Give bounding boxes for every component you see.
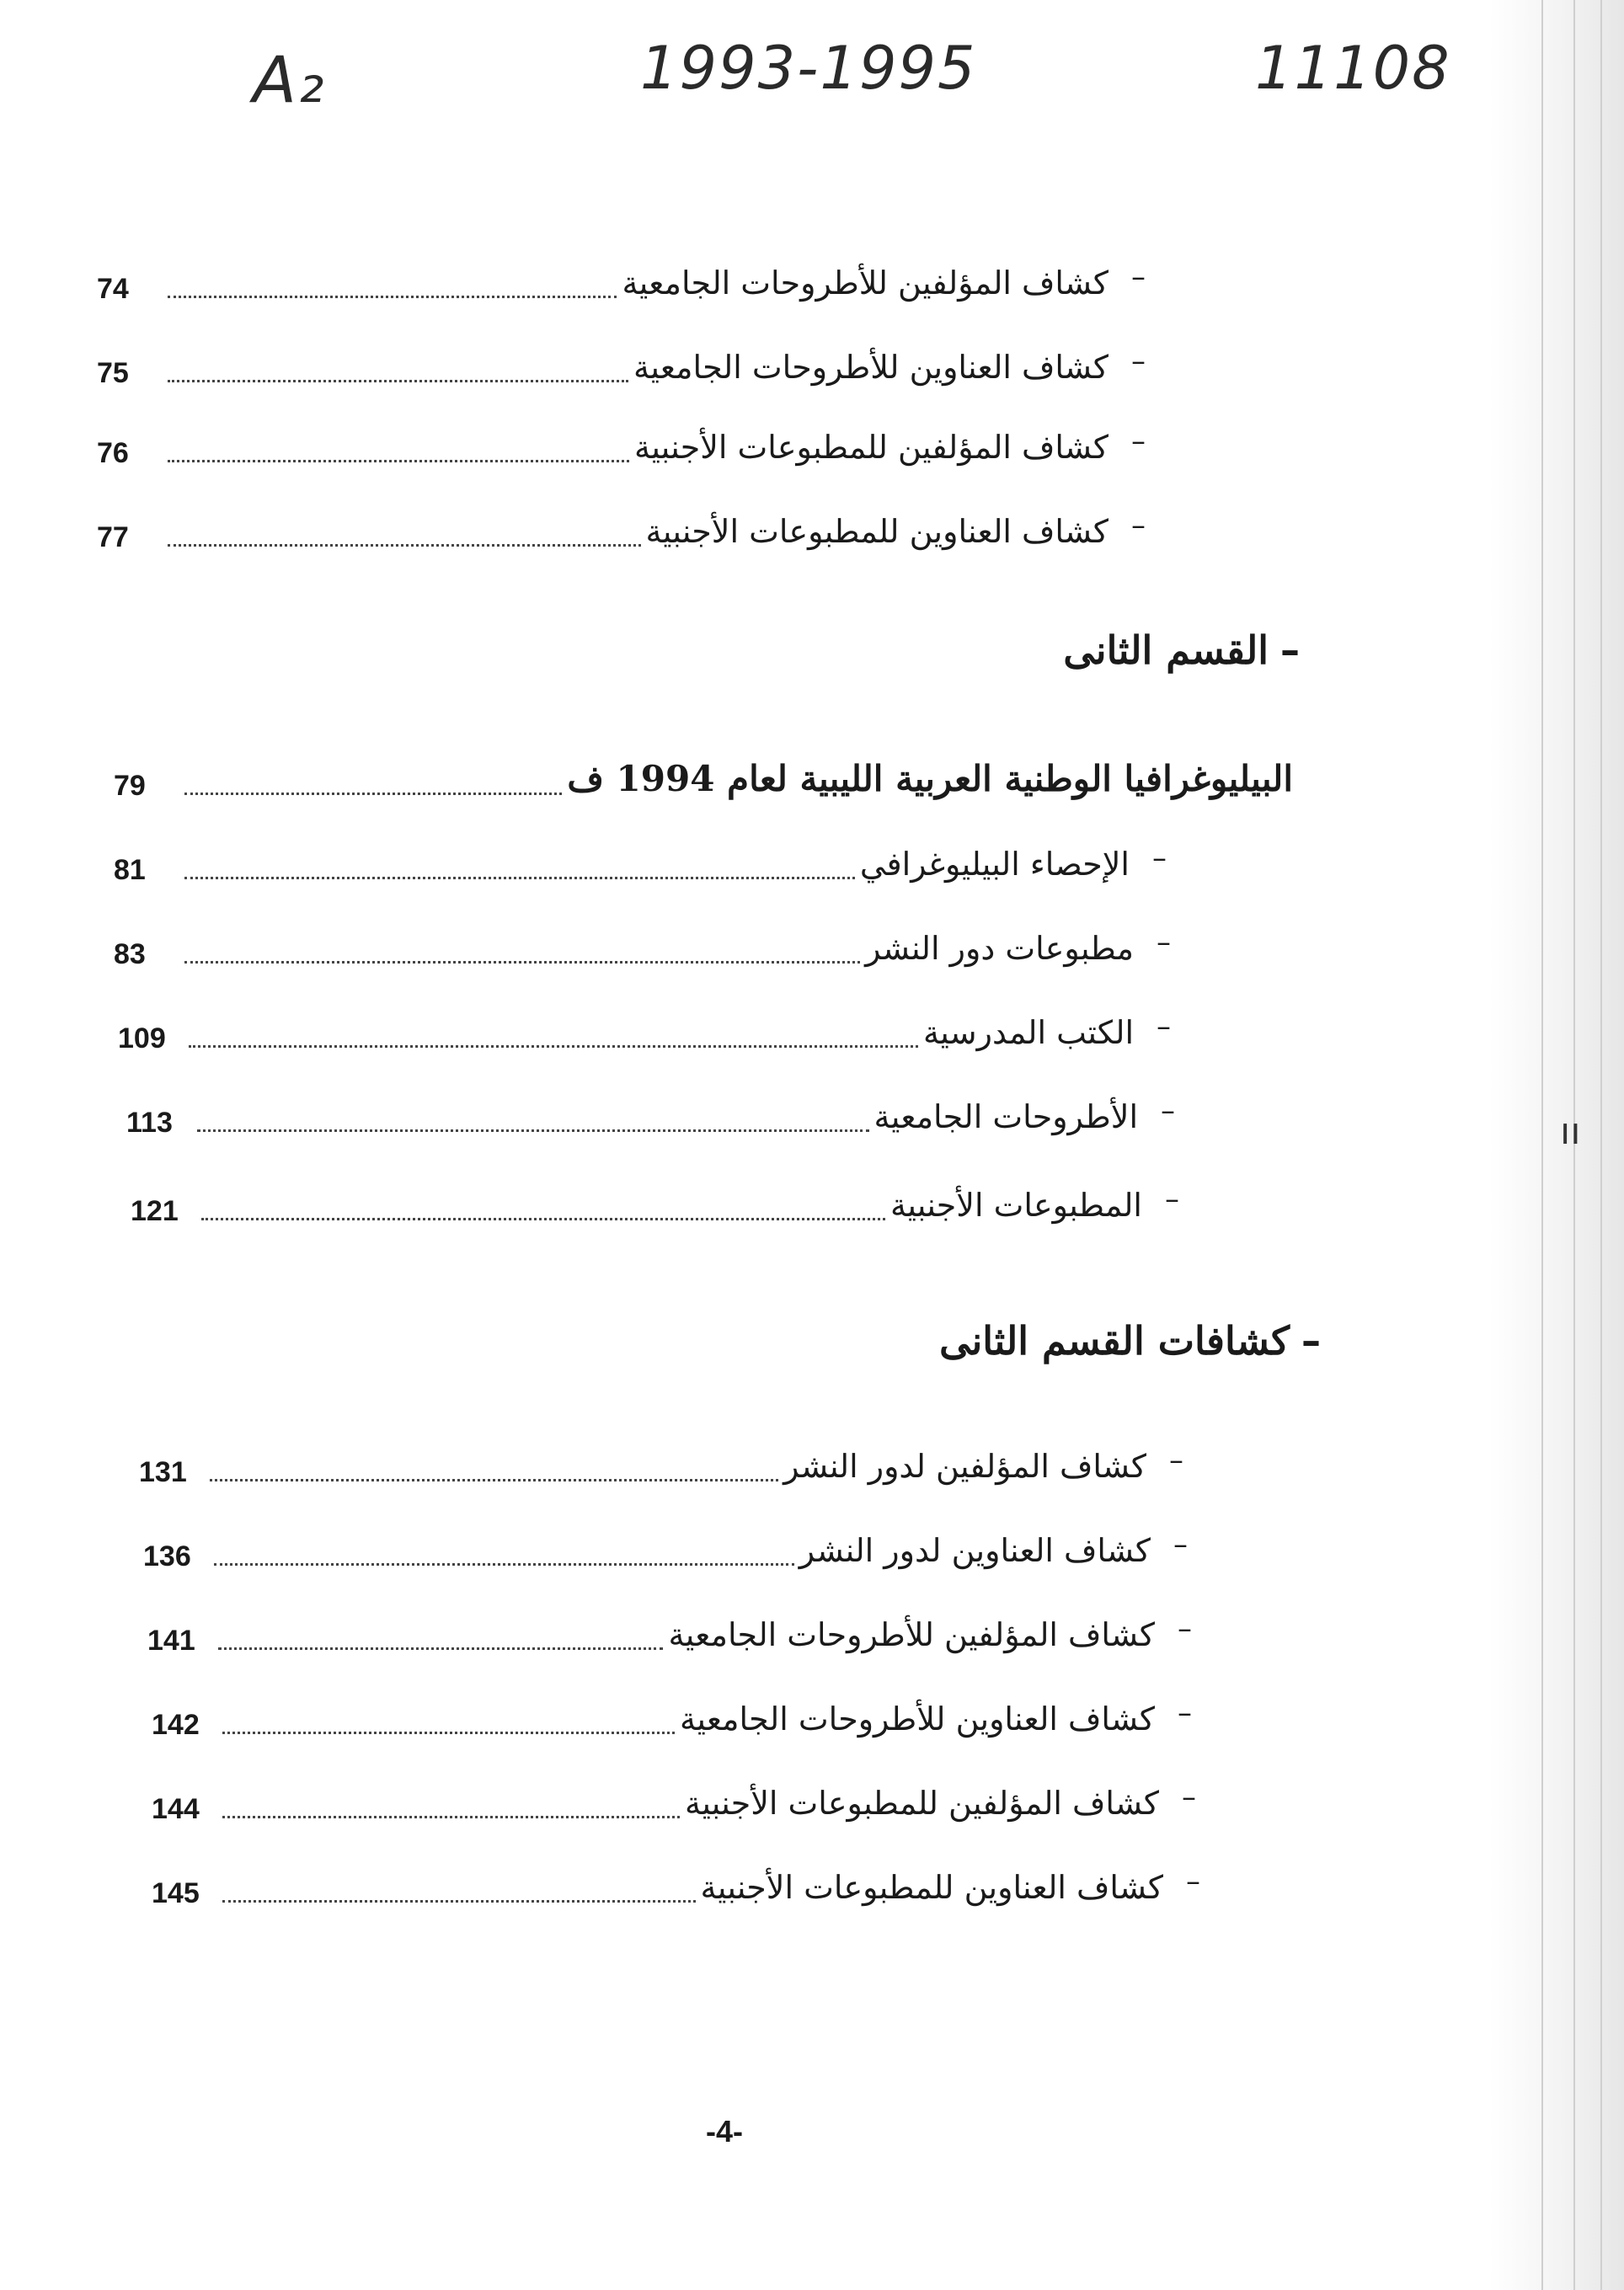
indexes-section-heading [939,1318,1321,1364]
entry-page-number: 131 [139,1456,187,1488]
handwritten-mark-right: 11108 [1255,34,1451,103]
entry-title: كشاف المؤلفين للمطبوعات الأجنبية [684,1785,1159,1823]
handwritten-mark-left: A₂ [253,42,326,117]
toc-entry [114,918,1171,969]
toc-entry [139,1436,1183,1487]
toc-entry [152,1689,1192,1739]
page-edge-line [1541,0,1543,2290]
toc-entry [126,1086,1175,1137]
entry-title: مطبوعات دور النشر [865,930,1134,968]
toc-entry [143,1520,1188,1571]
entry-page-number: 109 [118,1022,166,1054]
entry-title: كشاف العناوين للأطروحات الجامعية [680,1700,1155,1738]
entry-page-number: 121 [131,1195,179,1227]
toc-entry [152,1773,1196,1823]
dot-leader [184,877,855,879]
entry-dash: – [1178,1612,1192,1646]
dot-leader [214,1563,794,1566]
dot-leader [197,1129,869,1132]
entry-title: كشاف المؤلفين لدور النشر [783,1448,1146,1486]
dot-leader [222,1900,696,1903]
handwritten-mark-center: 1993-1995 [640,34,977,103]
toc-entry [97,253,1146,303]
entry-dash: – [1169,1444,1183,1477]
entry-page-number: 141 [147,1625,195,1657]
toc-entry [152,1857,1200,1908]
dot-leader [168,544,641,547]
entry-page-number: 77 [97,521,129,553]
heading-dash: – [1280,627,1300,673]
entry-page-number: 113 [126,1107,173,1139]
heading-dash: – [1301,1318,1321,1364]
dot-leader [222,1732,675,1734]
page-number: -4- [706,2114,743,2149]
dot-leader [184,961,860,964]
entry-dash: – [1157,926,1171,959]
entry-title: كشاف العناوين للمطبوعات الأجنبية [700,1869,1163,1907]
entry-title: الإحصاء البيليوغرافي [859,846,1130,883]
entry-title: المطبوعات الأجنبية [890,1187,1142,1225]
toc-entry [147,1604,1192,1655]
entry-page-number: 144 [152,1793,200,1825]
entry-page-number: 76 [97,437,129,469]
entry-dash: – [1131,260,1146,294]
entry-page-number: 145 [152,1877,200,1909]
toc-entry [97,417,1146,467]
entry-title: كشاف المؤلفين للأطروحات الجامعية [668,1616,1155,1654]
entry-title: كشاف المؤلفين للأطروحات الجامعية [622,264,1108,302]
entry-title: الكتب المدرسية [922,1014,1134,1052]
entry-dash: – [1186,1865,1200,1898]
entry-dash: – [1182,1780,1196,1814]
dot-leader [184,793,562,795]
dot-leader [168,460,629,462]
entry-page-number: 79 [114,770,146,802]
entry-dash: – [1173,1528,1188,1561]
dot-leader [222,1816,680,1818]
entry-title: كشاف العناوين للمطبوعات الأجنبية [645,513,1108,551]
toc-entry [97,337,1146,387]
entry-dash: – [1131,509,1146,542]
entry-dash: – [1131,424,1146,458]
entry-page-number: 136 [143,1540,191,1572]
bibliography-title: البيليوغرافيا الوطنية العربية الليبية لعام 1994 ف [567,757,1293,799]
section-two-heading [1063,627,1300,673]
section-two-title: القسم الثانى [1063,627,1269,673]
margin-mark: ıı [1560,1110,1581,1153]
bibliography-entry [114,750,1293,800]
entry-page-number: 74 [97,273,129,305]
entry-dash: – [1152,841,1167,875]
indexes-section-title: كشافات القسم الثانى [939,1318,1290,1364]
entry-title: كشاف العناوين للأطروحات الجامعية [633,349,1108,387]
toc-entry [131,1175,1179,1225]
toc-entry [118,1002,1171,1053]
entry-page-number: 142 [152,1709,200,1741]
entry-dash: – [1161,1094,1175,1128]
entry-page-number: 83 [114,938,146,970]
entry-dash: – [1131,344,1146,378]
entry-dash: – [1157,1010,1171,1044]
entry-page-number: 75 [97,357,129,389]
dot-leader [210,1479,778,1481]
dot-leader [201,1218,885,1220]
entry-title: كشاف المؤلفين للمطبوعات الأجنبية [633,429,1108,467]
entry-dash: – [1165,1182,1179,1216]
entry-title: كشاف العناوين لدور النشر [799,1532,1151,1570]
dot-leader [189,1045,918,1048]
dot-leader [168,380,628,382]
toc-entry [97,501,1146,552]
page-edge-line [1600,0,1602,2290]
entry-page-number: 81 [114,854,146,886]
dot-leader [168,296,617,298]
toc-entry [114,834,1167,884]
page-edge-shadow [1489,0,1624,2290]
dot-leader [218,1647,663,1650]
entry-title: الأطروحات الجامعية [873,1098,1138,1136]
entry-dash: – [1178,1696,1192,1730]
